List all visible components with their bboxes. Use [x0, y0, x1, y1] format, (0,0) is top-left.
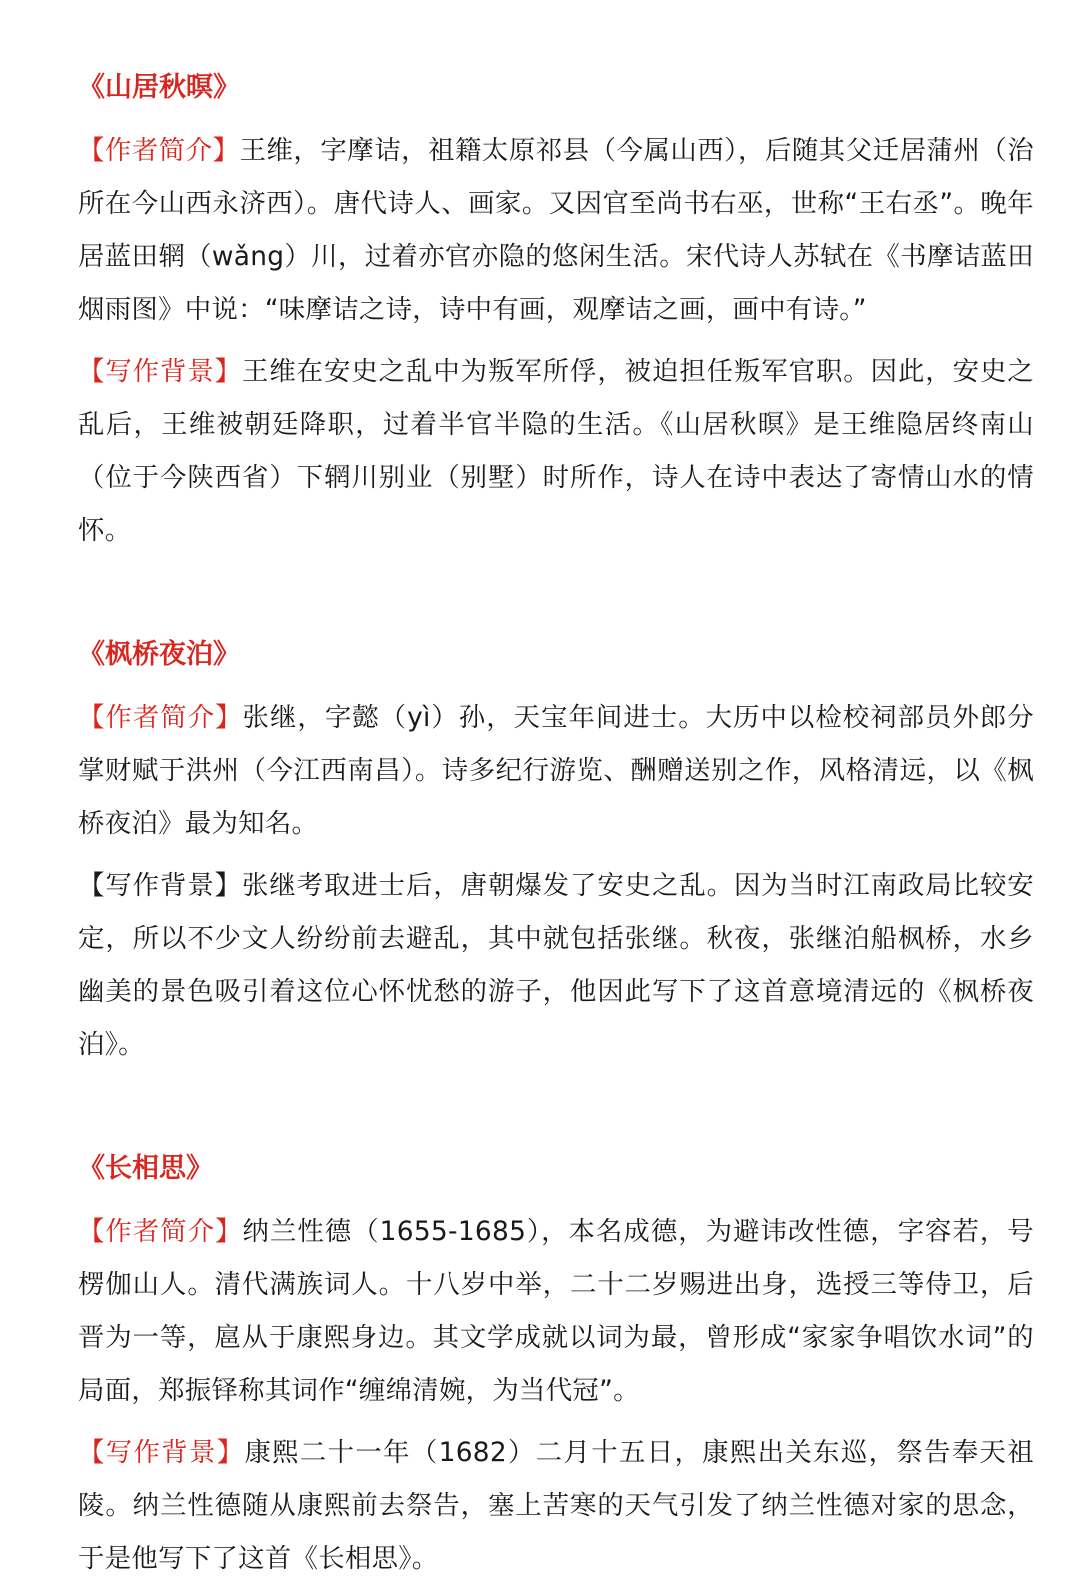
poem-title: 《枫桥夜泊》 [78, 639, 240, 670]
writing-background-label: 【写作背景】 [78, 870, 242, 901]
author-intro-label: 【作者简介】 [78, 135, 240, 166]
author-intro-paragraph [78, 124, 1034, 336]
poem-section-shanju-qiuming [78, 68, 1034, 557]
writing-background-paragraph [78, 859, 1034, 1071]
poem-section-fengqiao-yebo [78, 635, 1034, 1071]
writing-background-text: 张继考取进士后，唐朝爆发了安史之乱。因为当时江南政局比较安定，所以不少文人纷纷前去避乱，其中就包括张继。秋夜，张继泊船枫桥，水乡幽美的景色吸引着这位心怀忧愁的游子，他因此写下了这首意境清远的《枫桥夜泊》。 [78, 870, 1034, 1060]
writing-background-text: 王维在安史之乱中为叛军所俘，被迫担任叛军官职。因此，安史之乱后，王维被朝廷降职，过着半官半隐的生活。《山居秋暝》是王维隐居终南山（位于今陕西省）下辋川别业（别墅）时所作，诗人在诗中表达了寄情山水的情怀。 [78, 356, 1034, 546]
author-intro-paragraph [78, 691, 1034, 850]
poem-title: 《长相思》 [78, 1153, 213, 1184]
author-intro-label: 【作者简介】 [78, 1216, 243, 1247]
author-intro-text: 王维，字摩诘，祖籍太原祁县（今属山西），后随其父迁居蒲州（治所在今山西永济西）。唐代诗人、画家。又因官至尚书右巫，世称“王右丞”。晚年居蓝田辋（wǎng）川，过着亦官亦隐的悠闲生活。宋代诗人苏轼在《书摩诘蓝田烟雨图》中说：“味摩诘之诗，诗中有画，观摩诘之画，画中有诗。” [78, 135, 1034, 325]
writing-background-text: 康熙二十一年（1682）二月十五日，康熙出关东巡，祭告奉天祖陵。纳兰性德随从康熙前去祭告，塞上苦寒的天气引发了纳兰性德对家的思念，于是他写下了这首《长相思》。 [78, 1437, 1034, 1574]
poem-section-changxiangsi [78, 1149, 1034, 1585]
poem-title: 《山居秋暝》 [78, 72, 240, 103]
writing-background-label: 【写作背景】 [78, 1437, 245, 1468]
author-intro-label: 【作者简介】 [78, 702, 243, 733]
writing-background-label: 【写作背景】 [78, 356, 242, 387]
writing-background-paragraph [78, 1426, 1034, 1585]
author-intro-paragraph [78, 1205, 1034, 1417]
writing-background-paragraph [78, 345, 1034, 557]
author-intro-text: 纳兰性德（1655-1685），本名成德，为避讳改性德，字容若，号楞伽山人。清代满族词人。十八岁中举，二十二岁赐进出身，选授三等侍卫，后晋为一等，扈从于康熙身边。其文学成就以词为最，曾形成“家家争唱饮水词”的局面，郑振铎称其词作“缠绵清婉，为当代冠”。 [78, 1216, 1034, 1406]
author-intro-text: 张继，字懿（yì）孙，天宝年间进士。大历中以检校祠部员外郎分掌财赋于洪州（今江西南昌）。诗多纪行游览、酬赠送别之作，风格清远，以《枫桥夜泊》最为知名。 [78, 702, 1034, 839]
